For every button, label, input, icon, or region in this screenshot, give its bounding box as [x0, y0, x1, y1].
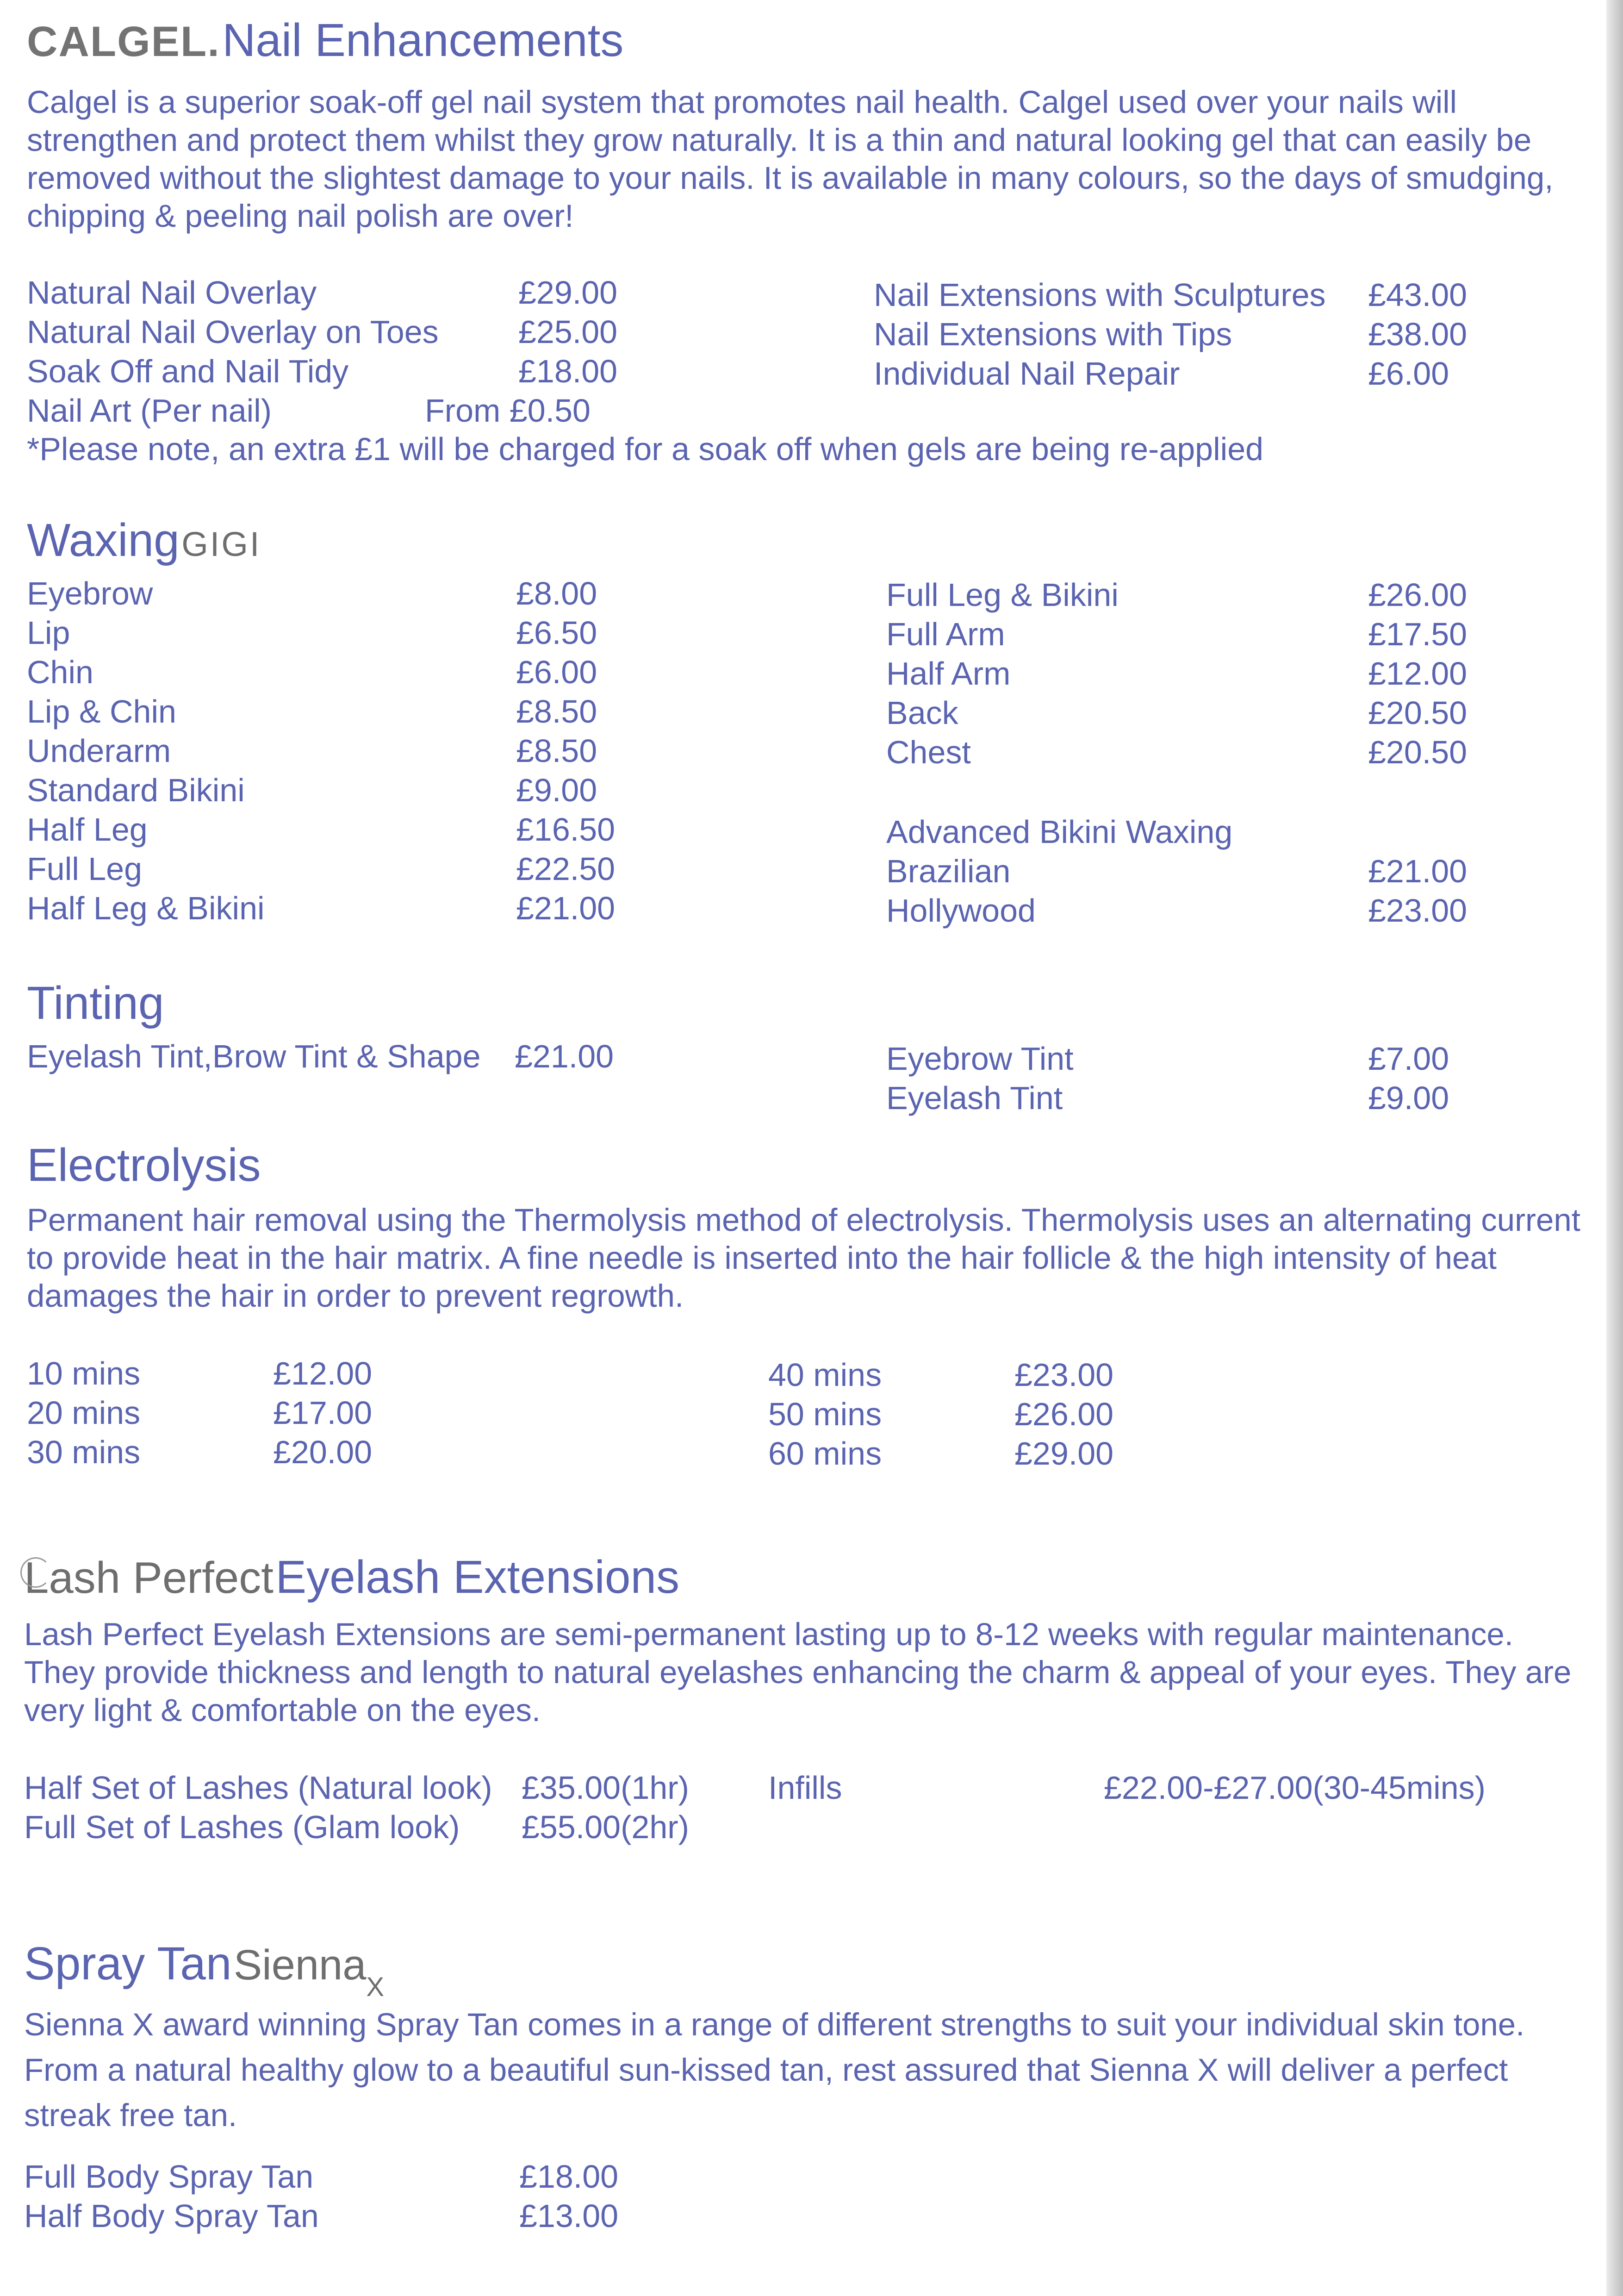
list-item: Nail Extensions with Tips [874, 316, 1232, 352]
list-item: 20 mins [27, 1395, 141, 1431]
calgel-description: Calgel is a superior soak-off gel nail system that promotes nail health. Calgel used over your nails will strengthen and protect them whilst they grow naturally. It is a thin and natural looking gel that can easily be removed without the slightest damage to your nails. It is available in many colours, so the days of smudging, chipping & peeling nail polish are over! [27, 84, 1554, 234]
advanced-waxing-prices [1368, 852, 1467, 930]
waxing-left-names [27, 574, 265, 928]
calgel-logo: CALGEL. [27, 18, 220, 65]
price: £21.00 [516, 890, 616, 926]
list-item: Half Leg & Bikini [27, 890, 265, 926]
electrolysis-right-names [768, 1355, 882, 1473]
list-item: Eyebrow Tint [886, 1041, 1074, 1077]
list-item: Half Body Spray Tan [24, 2198, 319, 2234]
price: £20.00 [273, 1434, 373, 1470]
waxing-left-prices [516, 574, 615, 928]
price: £6.00 [516, 654, 597, 690]
list-item: Full Set of Lashes (Glam look) [24, 1809, 460, 1845]
price: £22.00-£27.00(30-45mins) [1104, 1770, 1486, 1806]
price: £23.00 [1368, 892, 1468, 929]
price: £29.00 [518, 275, 618, 311]
price: £8.00 [516, 575, 597, 611]
price: £6.00 [1368, 356, 1449, 392]
price: £43.00 [1368, 277, 1468, 313]
price: £23.00 [1014, 1357, 1114, 1393]
waxing-title: Waxing [27, 514, 180, 566]
calgel-heading [27, 14, 623, 67]
list-item: Full Leg [27, 851, 143, 887]
price: £21.00 [1368, 853, 1468, 889]
price: £13.00 [519, 2198, 619, 2234]
price: £55.00(2hr) [522, 1809, 689, 1845]
spray-tan-description: Sienna X award winning Spray Tan comes in a range of different strengths to suit your individual skin tone. From a natural healthy glow to a beautiful sun-kissed tan, rest assured that Sienna X will deliver a perfect streak free tan. [24, 2007, 1525, 2133]
list-item: Hollywood [886, 892, 1036, 929]
list-item: 50 mins [768, 1396, 882, 1432]
spray-tan-title: Spray Tan [24, 1938, 232, 1990]
price: £29.00 [1014, 1435, 1114, 1472]
price: £25.00 [518, 314, 618, 350]
list-item: Chin [27, 654, 93, 690]
waxing-right-prices [1368, 575, 1467, 772]
calgel-right-prices [1368, 275, 1467, 393]
price: £6.50 [516, 615, 597, 651]
price: £12.00 [273, 1355, 373, 1391]
advanced-waxing-names [886, 812, 1232, 930]
spray-tan-heading [24, 1937, 385, 2002]
electrolysis-description: Permanent hair removal using the Thermolysis method of electrolysis. Thermolysis uses an alternating current to provide heat in the hair matrix. A fine needle is inserted into the hair follicle & the high intensity of heat damages the hair in order to prevent regrowth. [27, 1202, 1580, 1314]
list-item: Nail Art (Per nail) [27, 393, 272, 429]
list-item: Natural Nail Overlay on Toes [27, 314, 439, 350]
list-item: Nail Extensions with Sculptures [874, 277, 1326, 313]
list-item: Half Leg [27, 811, 148, 848]
electrolysis-title: Electrolysis [27, 1139, 261, 1191]
lash-perfect-logo: Lash Perfect [24, 1553, 274, 1603]
lash-title: Eyelash Extensions [275, 1551, 680, 1603]
list-item: Lip [27, 615, 70, 651]
list-item: Standard Bikini [27, 772, 245, 808]
price: £8.50 [516, 693, 597, 730]
list-item: 40 mins [768, 1357, 882, 1393]
list-item: Back [886, 695, 958, 731]
list-item: Eyelash Tint,Brow Tint & Shape [27, 1038, 481, 1074]
calgel-note: *Please note, an extra £1 will be charged for a soak off when gels are being re-applied [27, 431, 1264, 467]
spray-tan-names [24, 2157, 319, 2236]
list-item: Full Arm [886, 616, 1005, 652]
list-item: Underarm [27, 733, 171, 769]
price: £9.00 [1368, 1080, 1449, 1116]
lash-left-prices [522, 1768, 689, 1847]
calgel-right-names [874, 275, 1326, 393]
price: £20.50 [1368, 695, 1468, 731]
tinting-title: Tinting [27, 977, 164, 1029]
list-item: Brazilian [886, 853, 1011, 889]
list-item: Full Body Spray Tan [24, 2159, 314, 2195]
calgel-title: Nail Enhancements [222, 14, 624, 66]
tinting-right-prices [1368, 1039, 1449, 1118]
list-item: 60 mins [768, 1435, 882, 1472]
price: £18.00 [519, 2159, 619, 2195]
list-item: Infills [768, 1770, 842, 1806]
list-item: Chest [886, 734, 971, 770]
list-item: Eyebrow [27, 575, 153, 611]
waxing-right-names [886, 575, 1119, 772]
tinting-right-names [886, 1039, 1074, 1118]
price: £18.00 [518, 353, 618, 389]
price: £8.50 [516, 733, 597, 769]
list-item: 10 mins [27, 1355, 141, 1391]
list-item: Individual Nail Repair [874, 356, 1180, 392]
sienna-x-logo: Sienna [233, 1941, 367, 1989]
sienna-x-logo-mark: X [366, 1972, 385, 2002]
price: £21.00 [515, 1038, 614, 1074]
electrolysis-left-names [27, 1354, 140, 1472]
list-item: 30 mins [27, 1434, 141, 1470]
list-item: Half Arm [886, 655, 1011, 692]
list-item: Natural Nail Overlay [27, 275, 317, 311]
lash-left-names [24, 1768, 492, 1847]
price: £16.50 [516, 811, 616, 848]
calgel-left-names [27, 273, 439, 430]
price: £17.00 [273, 1395, 373, 1431]
list-item: Eyelash Tint [886, 1080, 1063, 1116]
advanced-waxing-title: Advanced Bikini Waxing [886, 814, 1233, 850]
price: £22.50 [516, 851, 616, 887]
lash-heading [24, 1551, 679, 1604]
price: £7.00 [1368, 1041, 1449, 1077]
list-item: Soak Off and Nail Tidy [27, 353, 349, 389]
price: £26.00 [1014, 1396, 1114, 1432]
price: £38.00 [1368, 316, 1468, 352]
price: £12.00 [1368, 655, 1468, 692]
page-edge-shadow [1606, 0, 1623, 2296]
price: £17.50 [1368, 616, 1468, 652]
spray-tan-prices [519, 2157, 618, 2236]
price: £26.00 [1368, 577, 1468, 613]
electrolysis-right-prices [1014, 1355, 1113, 1473]
price: £35.00(1hr) [522, 1770, 689, 1806]
lash-description: Lash Perfect Eyelash Extensions are semi-permanent lasting up to 8-12 weeks with regular maintenance. They provide thickness and length to natural eyelashes enhancing the charm & appeal of your eyes. They are very light & comfortable on the eyes. [24, 1616, 1572, 1728]
electrolysis-left-prices [273, 1354, 372, 1472]
calgel-left-prices [518, 273, 617, 391]
price: £20.50 [1368, 734, 1468, 770]
nail-art-price: From £0.50 [425, 393, 591, 429]
list-item: Full Leg & Bikini [886, 577, 1119, 613]
gigi-logo: GIGI [181, 525, 261, 563]
waxing-heading [27, 514, 261, 567]
price: £9.00 [516, 772, 597, 808]
list-item: Lip & Chin [27, 693, 176, 730]
list-item: Half Set of Lashes (Natural look) [24, 1770, 492, 1806]
